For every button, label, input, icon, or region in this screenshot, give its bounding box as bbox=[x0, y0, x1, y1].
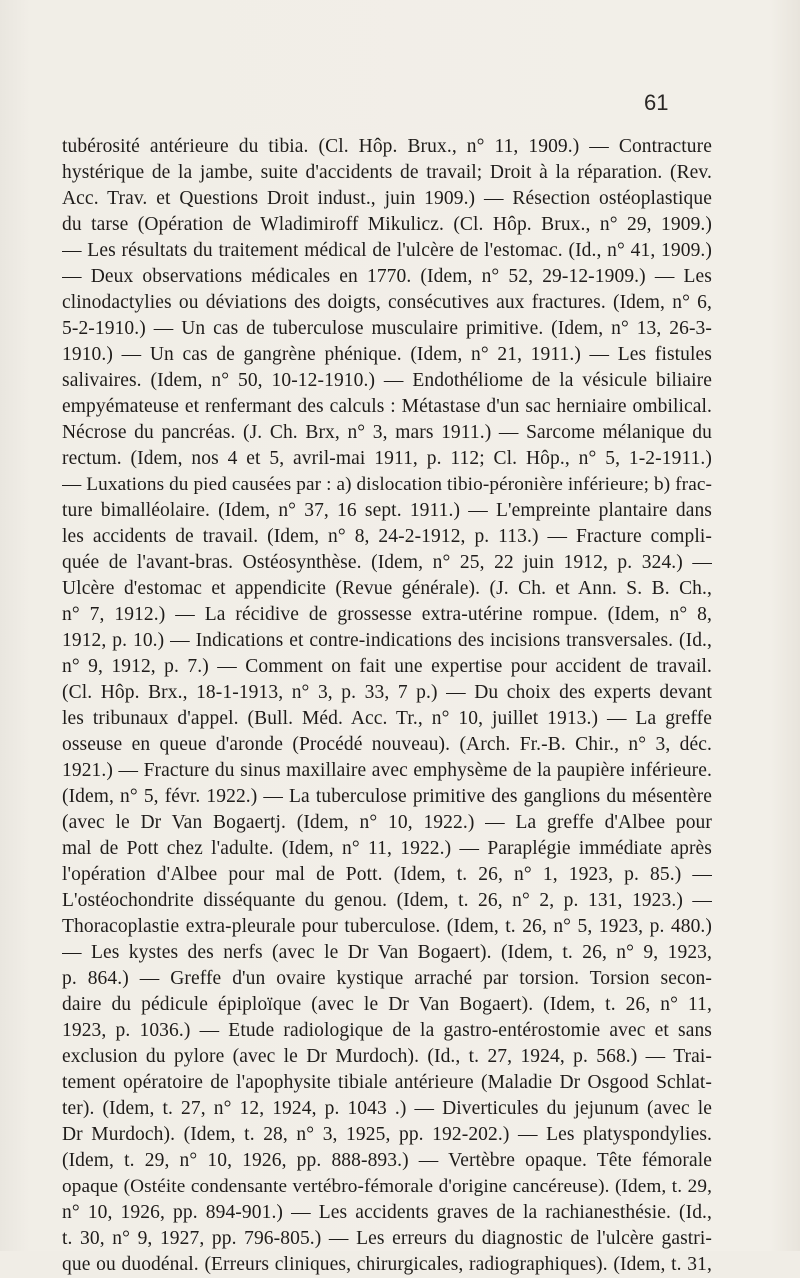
text-line: p. 864.) — Greffe d'un ovaire kystique arraché par torsion. Torsion secon- bbox=[62, 968, 712, 989]
text-line: n° 10, 1926, pp. 894-901.) — Les accidents graves de la rachianesthésie. (Id., bbox=[62, 1202, 712, 1223]
text-line: clinodactylies ou déviations des doigts, consécutives aux fractures. (Idem, n° 6, bbox=[62, 292, 712, 313]
text-line: 1921.) — Fracture du sinus maxillaire avec emphysème de la paupière inférieure. bbox=[62, 760, 712, 781]
text-line: exclusion du pylore (avec le Dr Murdoch). (Id., t. 27, 1924, p. 568.) — Trai- bbox=[62, 1046, 712, 1067]
text-line: (Idem, t. 29, n° 10, 1926, pp. 888-893.) — Vertèbre opaque. Tête fémorale bbox=[62, 1150, 712, 1171]
text-line: hystérique de la jambe, suite d'accidents de travail; Droit à la réparation. (Rev. bbox=[62, 162, 712, 183]
text-line: t. 30, n° 9, 1927, pp. 796-805.) — Les erreurs du diagnostic de l'ulcère gastri- bbox=[62, 1228, 712, 1249]
text-line: empyémateuse et renfermant des calculs : Métastase d'un sac herniaire ombilical. bbox=[62, 396, 712, 417]
text-line: tement opératoire de l'apophysite tibiale antérieure (Maladie Dr Osgood Schlat- bbox=[62, 1072, 712, 1093]
text-line: opaque (Ostéite condensante vertébro-fémorale d'origine cancéreuse). (Idem, t. 29, bbox=[62, 1176, 712, 1197]
text-line: tubérosité antérieure du tibia. (Cl. Hôp. Brux., n° 11, 1909.) — Contracture bbox=[62, 136, 712, 157]
body-text bbox=[62, 134, 712, 1278]
text-line: Dr Murdoch). (Idem, t. 28, n° 3, 1925, pp. 192-202.) — Les platyspondylies. bbox=[62, 1124, 712, 1145]
text-line: ter). (Idem, t. 27, n° 12, 1924, p. 1043 .) — Diverticules du jejunum (avec le bbox=[62, 1098, 712, 1119]
text-line: les accidents de travail. (Idem, n° 8, 24-2-1912, p. 113.) — Fracture compli- bbox=[62, 526, 712, 547]
text-line: les tribunaux d'appel. (Bull. Méd. Acc. Tr., n° 10, juillet 1913.) — La greffe bbox=[62, 708, 712, 729]
text-line: (avec le Dr Van Bogaertj. (Idem, n° 10, 1922.) — La greffe d'Albee pour bbox=[62, 812, 712, 833]
text-line: (Cl. Hôp. Brx., 18-1-1913, n° 3, p. 33, 7 p.) — Du choix des experts devant bbox=[62, 682, 712, 703]
text-line: Ulcère d'estomac et appendicite (Revue générale). (J. Ch. et Ann. S. B. Ch., bbox=[62, 578, 712, 599]
text-line: osseuse en queue d'aronde (Procédé nouveau). (Arch. Fr.-B. Chir., n° 3, déc. bbox=[62, 734, 712, 755]
text-line: (Idem, n° 5, févr. 1922.) — La tuberculose primitive des ganglions du mésentère bbox=[62, 786, 712, 807]
text-line: du tarse (Opération de Wladimiroff Mikulicz. (Cl. Hôp. Brux., n° 29, 1909.) bbox=[62, 214, 712, 235]
text-line: — Les kystes des nerfs (avec le Dr Van Bogaert). (Idem, t. 26, n° 9, 1923, bbox=[62, 942, 712, 963]
text-line: mal de Pott chez l'adulte. (Idem, n° 11, 1922.) — Paraplégie immédiate après bbox=[62, 838, 712, 859]
text-line: que ou duodénal. (Erreurs cliniques, chirurgicales, radiographiques). (Idem, t. 31, bbox=[62, 1254, 712, 1275]
text-line: quée de l'avant-bras. Ostéosynthèse. (Idem, n° 25, 22 juin 1912, p. 324.) — bbox=[62, 552, 712, 573]
text-line: 1923, p. 1036.) — Etude radiologique de la gastro-entérostomie avec et sans bbox=[62, 1020, 712, 1041]
text-line: 5-2-1910.) — Un cas de tuberculose musculaire primitive. (Idem, n° 13, 26-3- bbox=[62, 318, 712, 339]
text-line: — Deux observations médicales en 1770. (Idem, n° 52, 29-12-1909.) — Les bbox=[62, 266, 712, 287]
text-line: — Les résultats du traitement médical de l'ulcère de l'estomac. (Id., n° 41, 1909.) bbox=[62, 240, 712, 261]
text-line: 1910.) — Un cas de gangrène phénique. (Idem, n° 21, 1911.) — Les fistules bbox=[62, 344, 712, 365]
text-line: Acc. Trav. et Questions Droit indust., juin 1909.) — Résection ostéoplastique bbox=[62, 188, 712, 209]
text-line: daire du pédicule épiploïque (avec le Dr Van Bogaert). (Idem, t. 26, n° 11, bbox=[62, 994, 712, 1015]
text-line: salivaires. (Idem, n° 50, 10-12-1910.) — Endothéliome de la vésicule biliaire bbox=[62, 370, 712, 391]
text-line: Thoracoplastie extra-pleurale pour tuberculose. (Idem, t. 26, n° 5, 1923, p. 480.) bbox=[62, 916, 712, 937]
text-line: — Luxations du pied causées par : a) dislocation tibio-péronière inférieure; b) frac- bbox=[62, 474, 712, 495]
page-number: 61 bbox=[644, 90, 669, 115]
text-line: l'opération d'Albee pour mal de Pott. (Idem, t. 26, n° 1, 1923, p. 85.) — bbox=[62, 864, 712, 885]
text-line: rectum. (Idem, nos 4 et 5, avril-mai 1911, p. 112; Cl. Hôp., n° 5, 1-2-1911.) bbox=[62, 448, 712, 469]
text-line: n° 7, 1912.) — La récidive de grossesse extra-utérine rompue. (Idem, n° 8, bbox=[62, 604, 712, 625]
text-line: L'ostéochondrite disséquante du genou. (Idem, t. 26, n° 2, p. 131, 1923.) — bbox=[62, 890, 712, 911]
text-line: n° 9, 1912, p. 7.) — Comment on fait une expertise pour accident de travail. bbox=[62, 656, 712, 677]
text-line: Nécrose du pancréas. (J. Ch. Brx, n° 3, mars 1911.) — Sarcome mélanique du bbox=[62, 422, 712, 443]
text-line: ture bimalléolaire. (Idem, n° 37, 16 sept. 1911.) — L'empreinte plantaire dans bbox=[62, 500, 712, 521]
text-line: 1912, p. 10.) — Indications et contre-indications des incisions transversales. (Id., bbox=[62, 630, 712, 651]
